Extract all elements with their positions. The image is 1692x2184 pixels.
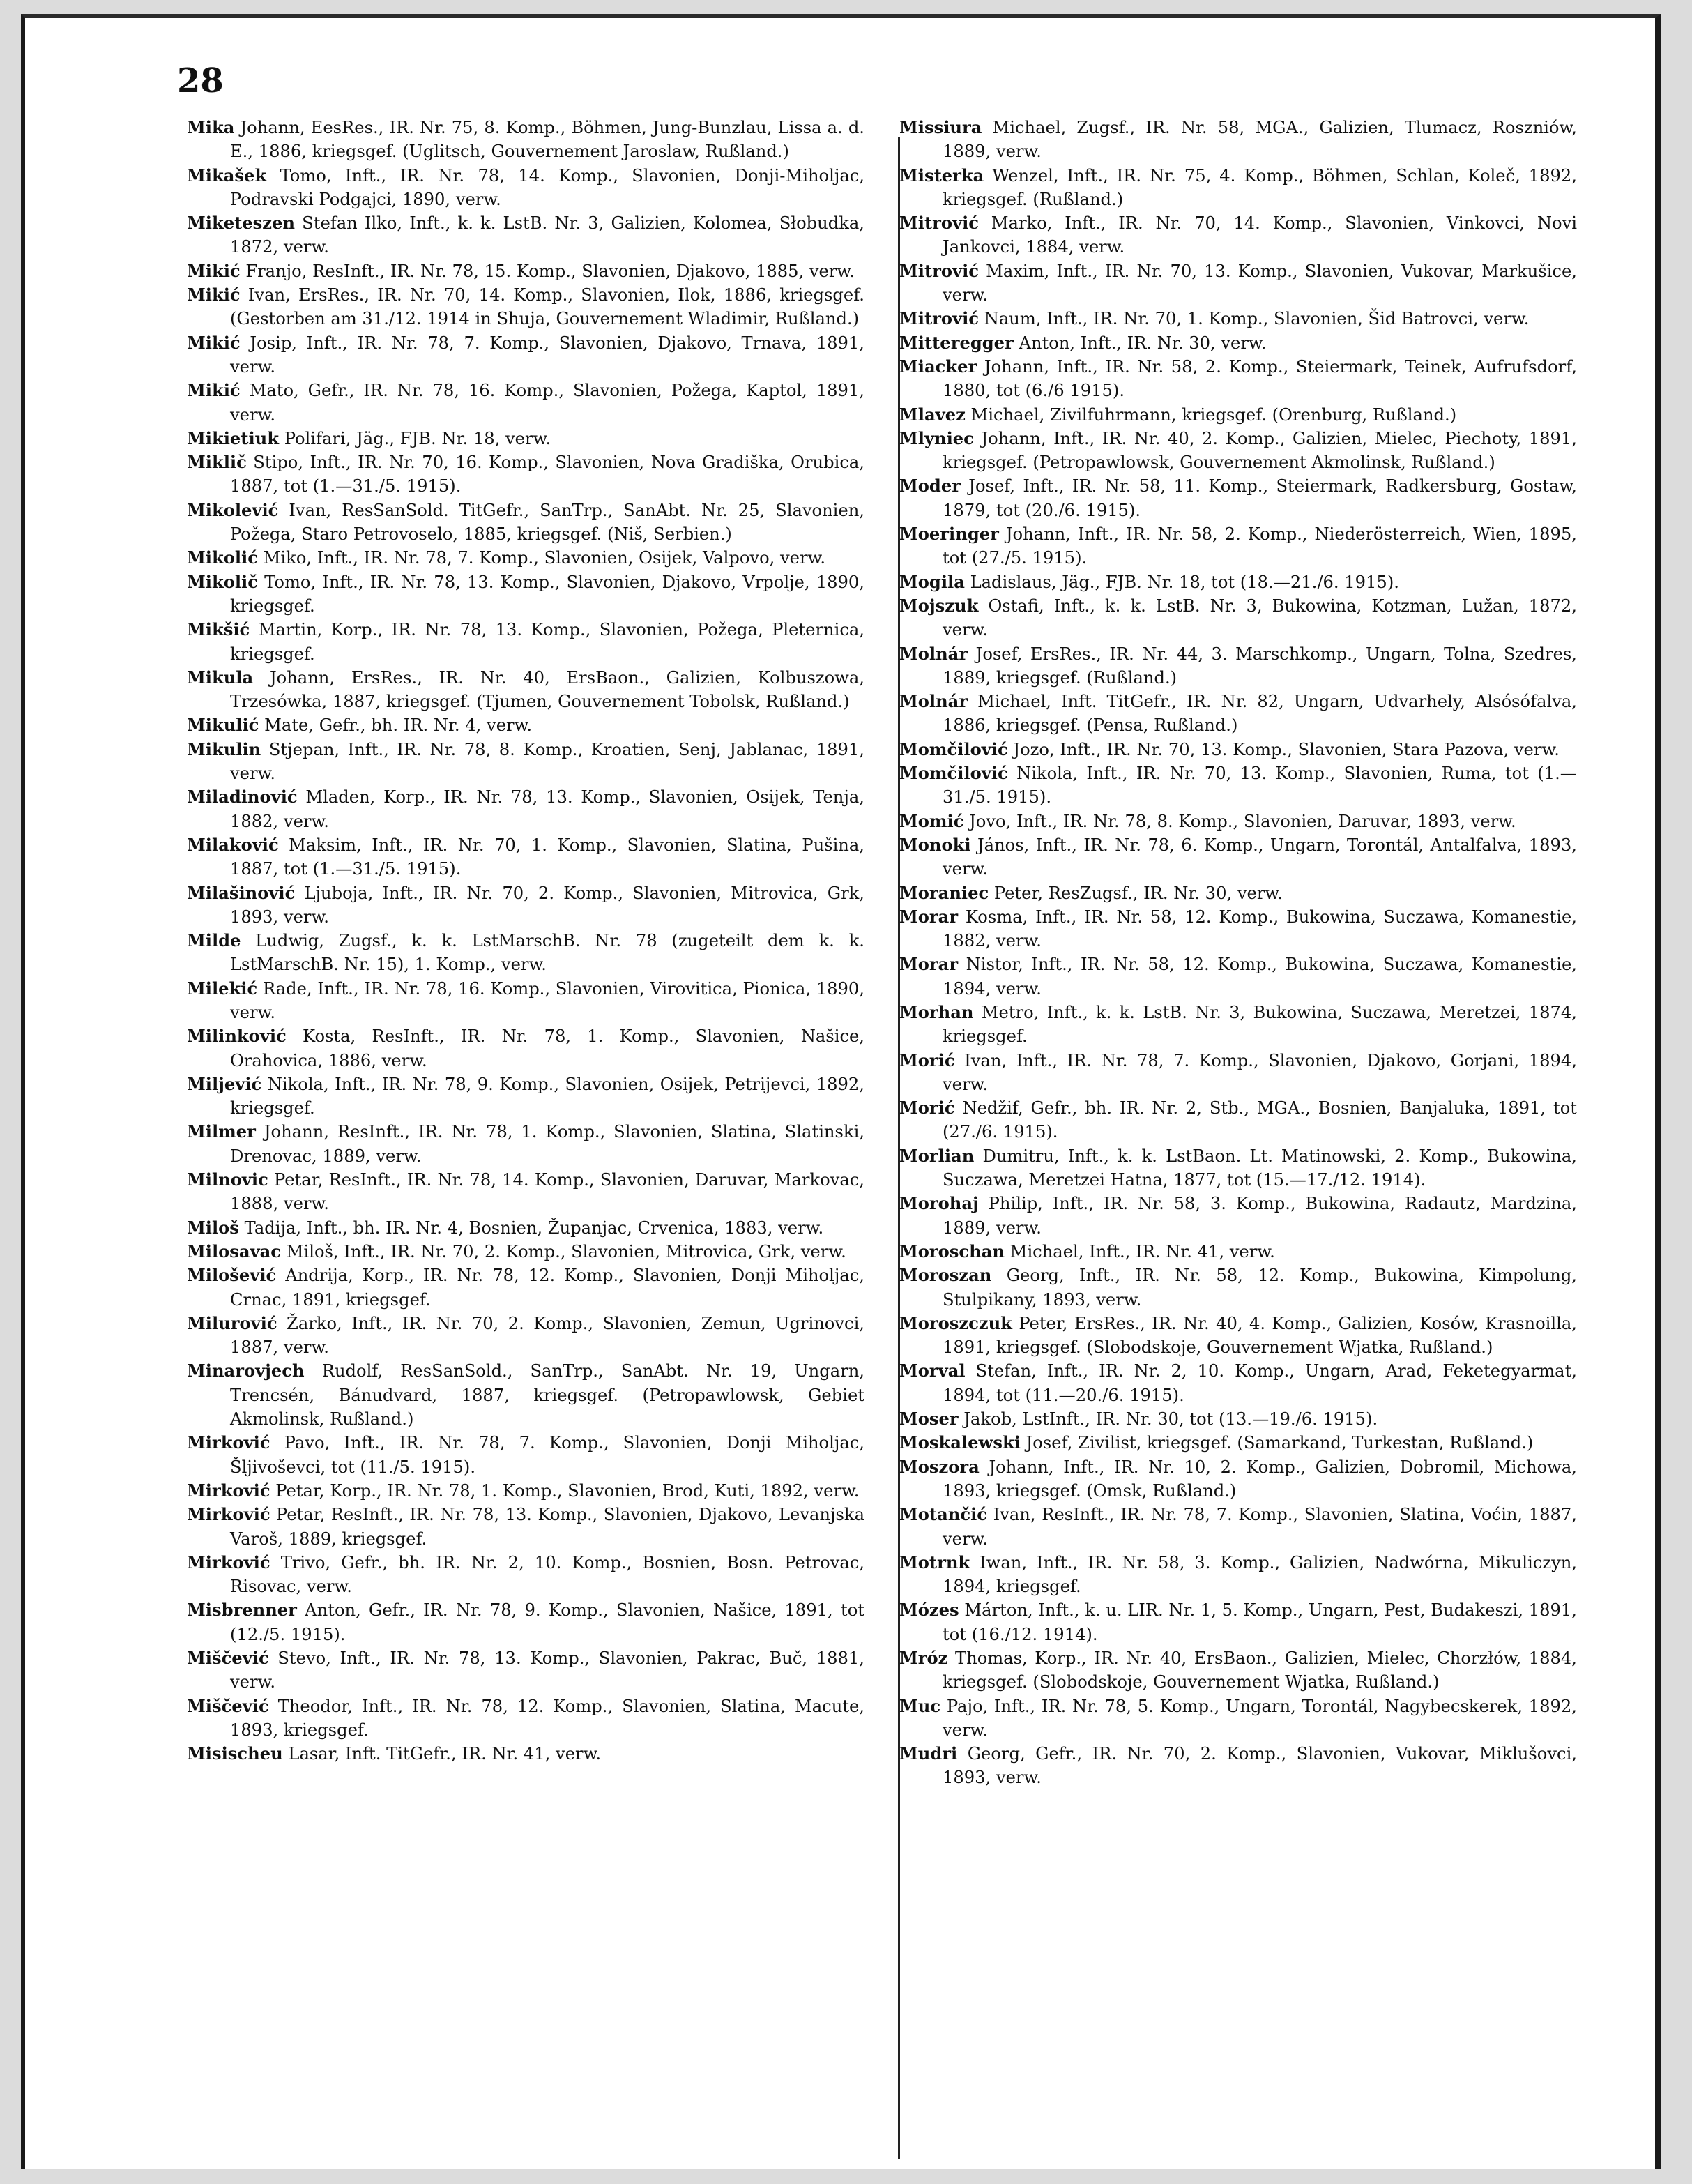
entry-name: Mirković bbox=[187, 1480, 270, 1501]
list-entry bbox=[899, 211, 1577, 259]
entry-name: Miklič bbox=[187, 452, 247, 473]
entry-text: Johann, ErsRes., IR. Nr. 40, ErsBaon., Galizien, Kolbuszowa, Trzesówka, 1887, kriegsgef. (Tjumen, Gouvernement Tobolsk, Rußland.) bbox=[230, 667, 864, 712]
entry-name: Moroszczuk bbox=[899, 1312, 1012, 1333]
entry-text: Ostafi, Inft., k. k. LstB. Nr. 3, Bukowina, Kotzman, Lužan, 1872, verw. bbox=[943, 596, 1577, 640]
entry-name: Morić bbox=[899, 1098, 955, 1118]
right-column bbox=[899, 116, 1577, 1790]
list-entry bbox=[187, 211, 864, 259]
list-entry bbox=[187, 1168, 864, 1216]
entry-text: Kosma, Inft., IR. Nr. 58, 12. Komp., Bukowina, Suczawa, Komanestie, 1882, verw. bbox=[943, 907, 1577, 951]
list-entry bbox=[899, 953, 1577, 1001]
entry-name: Molnár bbox=[899, 643, 968, 664]
left-column bbox=[187, 116, 864, 1766]
entry-name: Mitteregger bbox=[899, 332, 1014, 353]
list-entry bbox=[899, 1312, 1577, 1360]
entry-name: Mogila bbox=[899, 571, 965, 592]
entry-text: Stipo, Inft., IR. Nr. 70, 16. Komp., Slavonien, Nova Gradiška, Orubica, 1887, tot (1.—31./5. 1915). bbox=[230, 453, 864, 496]
list-entry bbox=[899, 1240, 1577, 1264]
entry-text: Johann, Inft., IR. Nr. 10, 2. Komp., Galizien, Dobromil, Michowa, 1893, kriegsgef. (Omsk, Rußland.) bbox=[943, 1457, 1577, 1501]
entry-text: Peter, ResZugsf., IR. Nr. 30, verw. bbox=[989, 883, 1283, 903]
entry-name: Milmer bbox=[187, 1121, 256, 1142]
entry-name: Mikašek bbox=[187, 165, 267, 185]
entry-name: Mlavez bbox=[899, 404, 966, 425]
entry-name: Milnovic bbox=[187, 1169, 268, 1190]
list-entry bbox=[187, 499, 864, 547]
entry-text: Stjepan, Inft., IR. Nr. 78, 8. Komp., Kroatien, Senj, Jablanac, 1891, verw. bbox=[230, 739, 864, 784]
list-entry bbox=[187, 618, 864, 666]
entry-name: Milekić bbox=[187, 978, 258, 999]
list-entry bbox=[187, 713, 864, 737]
list-entry bbox=[187, 1264, 864, 1312]
entry-name: Mikula bbox=[187, 667, 254, 688]
entry-text: Jakob, LstInft., IR. Nr. 30, tot (13.—19./6. 1915). bbox=[958, 1409, 1378, 1430]
entry-text: Josef, ErsRes., IR. Nr. 44, 3. Marschkomp., Ungarn, Tolna, Szedres, 1889, kriegsgef. (Rußland.) bbox=[943, 644, 1577, 688]
entry-text: Jovo, Inft., IR. Nr. 78, 8. Komp., Slavonien, Daruvar, 1893, verw. bbox=[963, 811, 1516, 831]
list-entry bbox=[899, 1001, 1577, 1049]
entry-name: Mirković bbox=[187, 1552, 270, 1572]
list-entry bbox=[187, 1694, 864, 1743]
list-entry bbox=[899, 1192, 1577, 1240]
list-entry bbox=[899, 1503, 1577, 1551]
list-entry bbox=[899, 1742, 1577, 1790]
entry-name: Momčilović bbox=[899, 763, 1008, 784]
list-entry bbox=[187, 738, 864, 786]
list-entry bbox=[899, 427, 1577, 475]
entry-name: Moder bbox=[899, 476, 961, 496]
entry-name: Mikulin bbox=[187, 738, 261, 759]
list-entry bbox=[187, 427, 864, 450]
list-entry bbox=[187, 881, 864, 930]
list-entry bbox=[899, 1551, 1577, 1599]
entry-text: Michael, Zugsf., IR. Nr. 58, MGA., Galizien, Tlumacz, Roszniów, 1889, verw. bbox=[943, 118, 1577, 162]
entry-text: Ludwig, Zugsf., k. k. LstMarschB. Nr. 78 (zugeteilt dem k. k. LstMarschB. Nr. 15), 1. Komp., verw. bbox=[230, 931, 864, 975]
entry-text: Ivan, Inft., IR. Nr. 78, 7. Komp., Slavonien, Djakovo, Gorjani, 1894, verw. bbox=[943, 1050, 1577, 1094]
entry-text: Josip, Inft., IR. Nr. 78, 7. Komp., Slavonien, Djakovo, Trnava, 1891, verw. bbox=[230, 333, 864, 377]
entry-name: Morval bbox=[899, 1360, 966, 1381]
entry-text: Peter, ErsRes., IR. Nr. 40, 4. Komp., Galizien, Kosów, Krasnoilla, 1891, kriegsgef. (Slobodskoje, Gouvernement Wjatka, Rußland.) bbox=[943, 1313, 1577, 1358]
entry-name: Milde bbox=[187, 930, 241, 951]
list-entry bbox=[187, 1431, 864, 1479]
entry-text: Tomo, Inft., IR. Nr. 78, 13. Komp., Slavonien, Djakovo, Vrpolje, 1890, kriegsgef. bbox=[230, 572, 864, 616]
list-entry bbox=[899, 1407, 1577, 1431]
entry-text: Pavo, Inft., IR. Nr. 78, 7. Komp., Slavonien, Donji Miholjac, Šljivoševci, tot (11./5. 1915). bbox=[230, 1433, 864, 1477]
list-entry bbox=[899, 1646, 1577, 1694]
entry-text: Johann, EesRes., IR. Nr. 75, 8. Komp., Böhmen, Jung-Bunzlau, Lissa a. d. E., 1886, kriegsgef. (Uglitsch, Gouvernement Jaroslaw, Rußland.) bbox=[230, 118, 864, 162]
entry-name: Monoki bbox=[899, 834, 971, 855]
entry-text: Philip, Inft., IR. Nr. 58, 3. Komp., Bukowina, Radautz, Mardzina, 1889, verw. bbox=[943, 1194, 1577, 1238]
entry-name: Milosavac bbox=[187, 1241, 282, 1261]
list-entry bbox=[187, 116, 864, 164]
entry-text: Polifari, Jäg., FJB. Nr. 18, verw. bbox=[279, 428, 551, 448]
list-entry bbox=[899, 1144, 1577, 1192]
entry-name: Mikolević bbox=[187, 499, 279, 520]
list-entry bbox=[899, 642, 1577, 690]
entry-name: Mikšić bbox=[187, 619, 250, 640]
list-entry bbox=[187, 1312, 864, 1360]
entry-text: Mladen, Korp., IR. Nr. 78, 13. Komp., Slavonien, Osijek, Tenja, 1882, verw. bbox=[230, 787, 864, 831]
list-entry bbox=[187, 1072, 864, 1121]
list-entry bbox=[899, 1359, 1577, 1407]
list-entry bbox=[187, 1359, 864, 1431]
list-entry bbox=[187, 1240, 864, 1264]
list-entry bbox=[899, 1598, 1577, 1646]
entry-name: Motrnk bbox=[899, 1552, 970, 1572]
entry-name: Molnár bbox=[899, 691, 968, 712]
entry-name: Mikolić bbox=[187, 547, 258, 568]
list-entry bbox=[899, 164, 1577, 212]
list-entry bbox=[187, 929, 864, 977]
page-number: 28 bbox=[177, 61, 224, 100]
entry-text: Petar, ResInft., IR. Nr. 78, 14. Komp., Slavonien, Daruvar, Markovac, 1888, verw. bbox=[230, 1170, 864, 1214]
entry-name: Moskalewski bbox=[899, 1432, 1021, 1453]
entry-name: Morar bbox=[899, 954, 959, 975]
entry-text: Franjo, ResInft., IR. Nr. 78, 15. Komp., Slavonien, Djakovo, 1885, verw. bbox=[240, 261, 855, 281]
list-entry bbox=[899, 881, 1577, 905]
entry-name: Morhan bbox=[899, 1001, 974, 1022]
entry-text: Nedžif, Gefr., bh. IR. Nr. 2, Stb., MGA., Bosnien, Banjaluka, 1891, tot (27./6. 1915). bbox=[943, 1098, 1577, 1142]
entry-name: Mojszuk bbox=[899, 595, 979, 616]
entry-text: Stevo, Inft., IR. Nr. 78, 13. Komp., Slavonien, Pakrac, Buč, 1881, verw. bbox=[230, 1648, 864, 1692]
list-entry bbox=[899, 1431, 1577, 1455]
entry-name: Moraniec bbox=[899, 882, 989, 903]
list-entry bbox=[899, 690, 1577, 738]
entry-name: Mikić bbox=[187, 285, 241, 305]
entry-text: Ivan, ResSanSold. TitGefr., SanTrp., SanAbt. Nr. 25, Slavonien, Požega, Staro Petrovoselo, 1885, kriegsgef. (Niš, Serbien.) bbox=[230, 500, 864, 545]
list-entry bbox=[899, 474, 1577, 522]
entry-text: Georg, Gefr., IR. Nr. 70, 2. Komp., Slavonien, Vukovar, Miklušovci, 1893, verw. bbox=[943, 1744, 1577, 1788]
entry-name: Morić bbox=[899, 1049, 955, 1070]
list-entry bbox=[187, 570, 864, 619]
list-entry bbox=[187, 1216, 864, 1240]
entry-name: Moroschan bbox=[899, 1241, 1005, 1261]
entry-text: Mate, Gefr., bh. IR. Nr. 4, verw. bbox=[259, 715, 533, 736]
entry-text: Nistor, Inft., IR. Nr. 58, 12. Komp., Bukowina, Suczawa, Komanestie, 1894, verw. bbox=[943, 955, 1577, 999]
entry-text: Lasar, Inft. TitGefr., IR. Nr. 41, verw. bbox=[282, 1744, 602, 1764]
entry-name: Miacker bbox=[899, 356, 977, 377]
entry-name: Morohaj bbox=[899, 1193, 979, 1214]
entry-text: Dumitru, Inft., k. k. LstBaon. Lt. Matinowski, 2. Komp., Bukowina, Suczawa, Meretzei Hatna, 1877, tot (15.—17./12. 1914). bbox=[943, 1146, 1577, 1190]
entry-text: Ivan, ErsRes., IR. Nr. 70, 14. Komp., Slavonien, Ilok, 1886, kriegsgef. (Gestorben am 31./12. 1914 in Shuja, Gouvernement Wladimir, Rußland.) bbox=[230, 285, 864, 329]
entry-name: Missiura bbox=[899, 117, 982, 137]
entry-text: Kosta, ResInft., IR. Nr. 78, 1. Komp., Slavonien, Našice, Orahovica, 1886, verw. bbox=[230, 1026, 864, 1070]
entry-name: Mikietiuk bbox=[187, 427, 280, 448]
entry-text: Theodor, Inft., IR. Nr. 78, 12. Komp., Slavonien, Slatina, Macute, 1893, kriegsgef. bbox=[230, 1696, 864, 1740]
list-entry bbox=[899, 259, 1577, 308]
list-entry bbox=[187, 1479, 864, 1503]
list-entry bbox=[187, 1024, 864, 1072]
entry-name: Mirković bbox=[187, 1504, 270, 1525]
entry-text: Rade, Inft., IR. Nr. 78, 16. Komp., Slavonien, Virovitica, Pionica, 1890, verw. bbox=[230, 978, 864, 1022]
entry-name: Miketeszen bbox=[187, 213, 295, 234]
entry-text: Tomo, Inft., IR. Nr. 78, 14. Komp., Slavonien, Donji-Miholjac, Podravski Podgajci, 1890, verw. bbox=[230, 165, 864, 209]
entry-text: Ivan, ResInft., IR. Nr. 78, 7. Komp., Slavonien, Slatina, Voćin, 1887, verw. bbox=[943, 1505, 1577, 1549]
entry-name: Moser bbox=[899, 1409, 959, 1430]
entry-text: Metro, Inft., k. k. LstB. Nr. 3, Bukowina, Suczawa, Meretzei, 1874, kriegsgef. bbox=[943, 1002, 1577, 1047]
entry-text: Stefan, Inft., IR. Nr. 2, 10. Komp., Ungarn, Arad, Feketegyarmat, 1894, tot (11.—20./6. 1915). bbox=[943, 1361, 1577, 1405]
entry-text: Márton, Inft., k. u. LIR. Nr. 1, 5. Komp., Ungarn, Pest, Budakeszi, 1891, tot (16./12. 1914). bbox=[943, 1600, 1577, 1644]
entry-text: Andrija, Korp., IR. Nr. 78, 12. Komp., Slavonien, Donji Miholjac, Crnac, 1891, kriegsgef. bbox=[230, 1266, 864, 1310]
list-entry bbox=[899, 761, 1577, 810]
entry-text: Petar, Korp., IR. Nr. 78, 1. Komp., Slavonien, Brod, Kuti, 1892, verw. bbox=[270, 1480, 860, 1501]
entry-name: Milinković bbox=[187, 1026, 287, 1047]
list-entry bbox=[899, 522, 1577, 570]
entry-text: Trivo, Gefr., bh. IR. Nr. 2, 10. Komp., Bosnien, Bosn. Petrovac, Risovac, verw. bbox=[230, 1552, 864, 1597]
entry-name: Miščević bbox=[187, 1695, 269, 1716]
entry-name: Mikić bbox=[187, 260, 241, 281]
list-entry bbox=[187, 1646, 864, 1694]
entry-name: Milašinović bbox=[187, 882, 296, 903]
list-entry bbox=[187, 379, 864, 427]
entry-text: Stefan Ilko, Inft., k. k. LstB. Nr. 3, Galizien, Kolomea, Słobudka, 1872, verw. bbox=[230, 213, 864, 257]
entry-name: Mikić bbox=[187, 332, 241, 353]
entry-text: Anton, Inft., IR. Nr. 30, verw. bbox=[1013, 333, 1267, 353]
entry-name: Mróz bbox=[899, 1648, 948, 1668]
entry-text: Mato, Gefr., IR. Nr. 78, 16. Komp., Slavonien, Požega, Kaptol, 1891, verw. bbox=[230, 381, 864, 425]
entry-text: Rudolf, ResSanSold., SanTrp., SanAbt. Nr. 19, Ungarn, Trencsén, Bánudvard, 1887, kriegsgef. (Petropawlowsk, Gebiet Akmolinsk, Rußland.) bbox=[230, 1361, 864, 1430]
entry-name: Misterka bbox=[899, 165, 984, 185]
entry-text: Maxim, Inft., IR. Nr. 70, 13. Komp., Slavonien, Vukovar, Markušice, verw. bbox=[943, 261, 1577, 305]
entry-text: Ladislaus, Jäg., FJB. Nr. 18, tot (18.—21./6. 1915). bbox=[964, 572, 1399, 592]
entry-name: Miščević bbox=[187, 1648, 269, 1668]
entry-text: Iwan, Inft., IR. Nr. 58, 3. Komp., Galizien, Nadwórna, Mikuliczyn, 1894, kriegsgef. bbox=[943, 1552, 1577, 1597]
entry-name: Milošević bbox=[187, 1265, 277, 1286]
entry-text: Johann, Inft., IR. Nr. 58, 2. Komp., Niederösterreich, Wien, 1895, tot (27./5. 1915). bbox=[943, 524, 1577, 568]
list-entry bbox=[899, 570, 1577, 594]
entry-name: Milaković bbox=[187, 834, 279, 855]
entry-text: Žarko, Inft., IR. Nr. 70, 2. Komp., Slavonien, Zemun, Ugrinovci, 1887, verw. bbox=[230, 1313, 864, 1358]
entry-text: János, Inft., IR. Nr. 78, 6. Komp., Ungarn, Torontál, Antalfalva, 1893, verw. bbox=[943, 835, 1577, 879]
list-entry bbox=[899, 905, 1577, 953]
entry-text: Michael, Inft. TitGefr., IR. Nr. 82, Ungarn, Udvarhely, Alsósófalva, 1886, kriegsgef. (Pensa, Rußland.) bbox=[943, 692, 1577, 736]
entry-text: Nikola, Inft., IR. Nr. 70, 13. Komp., Slavonien, Ruma, tot (1.—31./5. 1915). bbox=[943, 764, 1577, 807]
entry-text: Wenzel, Inft., IR. Nr. 75, 4. Komp., Böhmen, Schlan, Koleč, 1892, kriegsgef. (Rußland.) bbox=[943, 165, 1577, 209]
entry-text: Johann, Inft., IR. Nr. 40, 2. Komp., Galizien, Mielec, Piechoty, 1891, kriegsgef. (Petropawlowsk, Gouvernement Akmolinsk, Rußland.) bbox=[943, 428, 1577, 473]
list-entry bbox=[899, 307, 1577, 331]
entry-text: Michael, Inft., IR. Nr. 41, verw. bbox=[1004, 1241, 1275, 1261]
entry-name: Mikić bbox=[187, 380, 241, 401]
list-entry bbox=[187, 666, 864, 714]
entry-text: Johann, Inft., IR. Nr. 58, 2. Komp., Steiermark, Teinek, Aufrufsdorf, 1880, tot (6./6 1915). bbox=[943, 356, 1577, 401]
entry-text: Michael, Zivilfuhrmann, kriegsgef. (Orenburg, Rußland.) bbox=[965, 404, 1457, 425]
entry-name: Mitrović bbox=[899, 260, 979, 281]
list-entry bbox=[899, 1694, 1577, 1743]
entry-text: Nikola, Inft., IR. Nr. 78, 9. Komp., Slavonien, Osijek, Petrijevci, 1892, kriegsgef. bbox=[230, 1074, 864, 1118]
list-entry bbox=[187, 1120, 864, 1168]
list-entry bbox=[899, 738, 1577, 761]
list-entry bbox=[899, 116, 1577, 164]
entry-name: Mikolič bbox=[187, 571, 258, 592]
list-entry bbox=[899, 594, 1577, 642]
entry-text: Pajo, Inft., IR. Nr. 78, 5. Komp., Ungarn, Torontál, Nagybecskerek, 1892, verw. bbox=[940, 1696, 1577, 1740]
entry-name: Mirković bbox=[187, 1432, 270, 1453]
entry-name: Misbrenner bbox=[187, 1600, 297, 1621]
entry-name: Morar bbox=[899, 906, 959, 927]
list-entry bbox=[899, 403, 1577, 427]
entry-text: Johann, ResInft., IR. Nr. 78, 1. Komp., Slavonien, Slatina, Slatinski, Drenovac, 1889, verw. bbox=[230, 1122, 864, 1166]
entry-text: Marko, Inft., IR. Nr. 70, 14. Komp., Slavonien, Vinkovci, Novi Jankovci, 1884, verw. bbox=[943, 213, 1577, 257]
list-entry bbox=[187, 1742, 864, 1766]
entry-name: Moszora bbox=[899, 1456, 980, 1477]
list-entry bbox=[187, 546, 864, 570]
entry-text: Miloš, Inft., IR. Nr. 70, 2. Komp., Slavonien, Mitrovica, Grk, verw. bbox=[281, 1241, 846, 1261]
entry-name: Motančić bbox=[899, 1504, 987, 1525]
entry-name: Morlian bbox=[899, 1145, 975, 1166]
entry-name: Mitrović bbox=[899, 308, 979, 329]
list-entry bbox=[899, 1455, 1577, 1503]
list-entry bbox=[187, 283, 864, 331]
entry-text: Miko, Inft., IR. Nr. 78, 7. Komp., Slavonien, Osijek, Valpovo, verw. bbox=[257, 548, 826, 568]
list-entry bbox=[187, 1598, 864, 1646]
entry-name: Mlyniec bbox=[899, 427, 974, 448]
entry-name: Milurović bbox=[187, 1312, 277, 1333]
entry-text: Naum, Inft., IR. Nr. 70, 1. Komp., Slavonien, Šid Batrovci, verw. bbox=[978, 309, 1530, 329]
entry-name: Momčilović bbox=[899, 738, 1008, 759]
list-entry bbox=[899, 1049, 1577, 1097]
entry-text: Tadija, Inft., bh. IR. Nr. 4, Bosnien, Županjac, Crvenica, 1883, verw. bbox=[238, 1218, 824, 1238]
list-entry bbox=[899, 1096, 1577, 1144]
list-entry bbox=[187, 331, 864, 379]
list-entry bbox=[899, 355, 1577, 403]
entry-text: Petar, ResInft., IR. Nr. 78, 13. Komp., Slavonien, Djakovo, Levanjska Varoš, 1889, kriegsgef. bbox=[230, 1505, 864, 1549]
entry-name: Mudri bbox=[899, 1743, 958, 1764]
entry-name: Minarovjech bbox=[187, 1360, 305, 1381]
list-entry bbox=[187, 1551, 864, 1599]
entry-text: Jozo, Inft., IR. Nr. 70, 13. Komp., Slavonien, Stara Pazova, verw. bbox=[1007, 739, 1560, 759]
entry-text: Josef, Inft., IR. Nr. 58, 11. Komp., Steiermark, Radkersburg, Gostaw, 1879, tot (20./6. 1915). bbox=[943, 476, 1577, 520]
entry-text: Maksim, Inft., IR. Nr. 70, 1. Komp., Slavonien, Slatina, Pušina, 1887, tot (1.—31./5. 1915). bbox=[230, 835, 864, 879]
entry-name: Moeringer bbox=[899, 524, 999, 545]
entry-text: Thomas, Korp., IR. Nr. 40, ErsBaon., Galizien, Mielec, Chorzłów, 1884, kriegsgef. (Slobodskoje, Gouvernement Wjatka, Rußland.) bbox=[943, 1648, 1577, 1692]
entry-name: Miljević bbox=[187, 1073, 262, 1094]
document-page bbox=[21, 14, 1661, 2169]
list-entry bbox=[899, 331, 1577, 355]
entry-name: Momić bbox=[899, 810, 964, 831]
list-entry bbox=[187, 450, 864, 499]
entry-name: Misischeu bbox=[187, 1743, 283, 1764]
entry-name: Moroszan bbox=[899, 1265, 992, 1286]
entry-name: Mikulić bbox=[187, 715, 259, 736]
entry-name: Miladinović bbox=[187, 787, 298, 807]
entry-name: Mózes bbox=[899, 1600, 959, 1621]
entry-text: Georg, Inft., IR. Nr. 58, 12. Komp., Bukowina, Kimpolung, Stulpikany, 1893, verw. bbox=[943, 1266, 1577, 1310]
entry-name: Mika bbox=[187, 117, 235, 137]
entry-name: Muc bbox=[899, 1695, 941, 1716]
list-entry bbox=[187, 259, 864, 283]
entry-text: Anton, Gefr., IR. Nr. 78, 9. Komp., Slavonien, Našice, 1891, tot (12./5. 1915). bbox=[230, 1600, 864, 1644]
entry-text: Ljuboja, Inft., IR. Nr. 70, 2. Komp., Slavonien, Mitrovica, Grk, 1893, verw. bbox=[230, 883, 864, 927]
entry-name: Miloš bbox=[187, 1217, 239, 1238]
list-entry bbox=[899, 1264, 1577, 1312]
list-entry bbox=[187, 1503, 864, 1551]
list-entry bbox=[899, 833, 1577, 881]
list-entry bbox=[187, 785, 864, 833]
list-entry bbox=[899, 810, 1577, 833]
list-entry bbox=[187, 833, 864, 881]
entry-text: Josef, Zivilist, kriegsgef. (Samarkand, Turkestan, Rußland.) bbox=[1020, 1433, 1534, 1453]
list-entry bbox=[187, 977, 864, 1025]
entry-name: Mitrović bbox=[899, 213, 979, 234]
list-entry bbox=[187, 164, 864, 212]
entry-text: Martin, Korp., IR. Nr. 78, 13. Komp., Slavonien, Požega, Pleternica, kriegsgef. bbox=[230, 620, 864, 664]
